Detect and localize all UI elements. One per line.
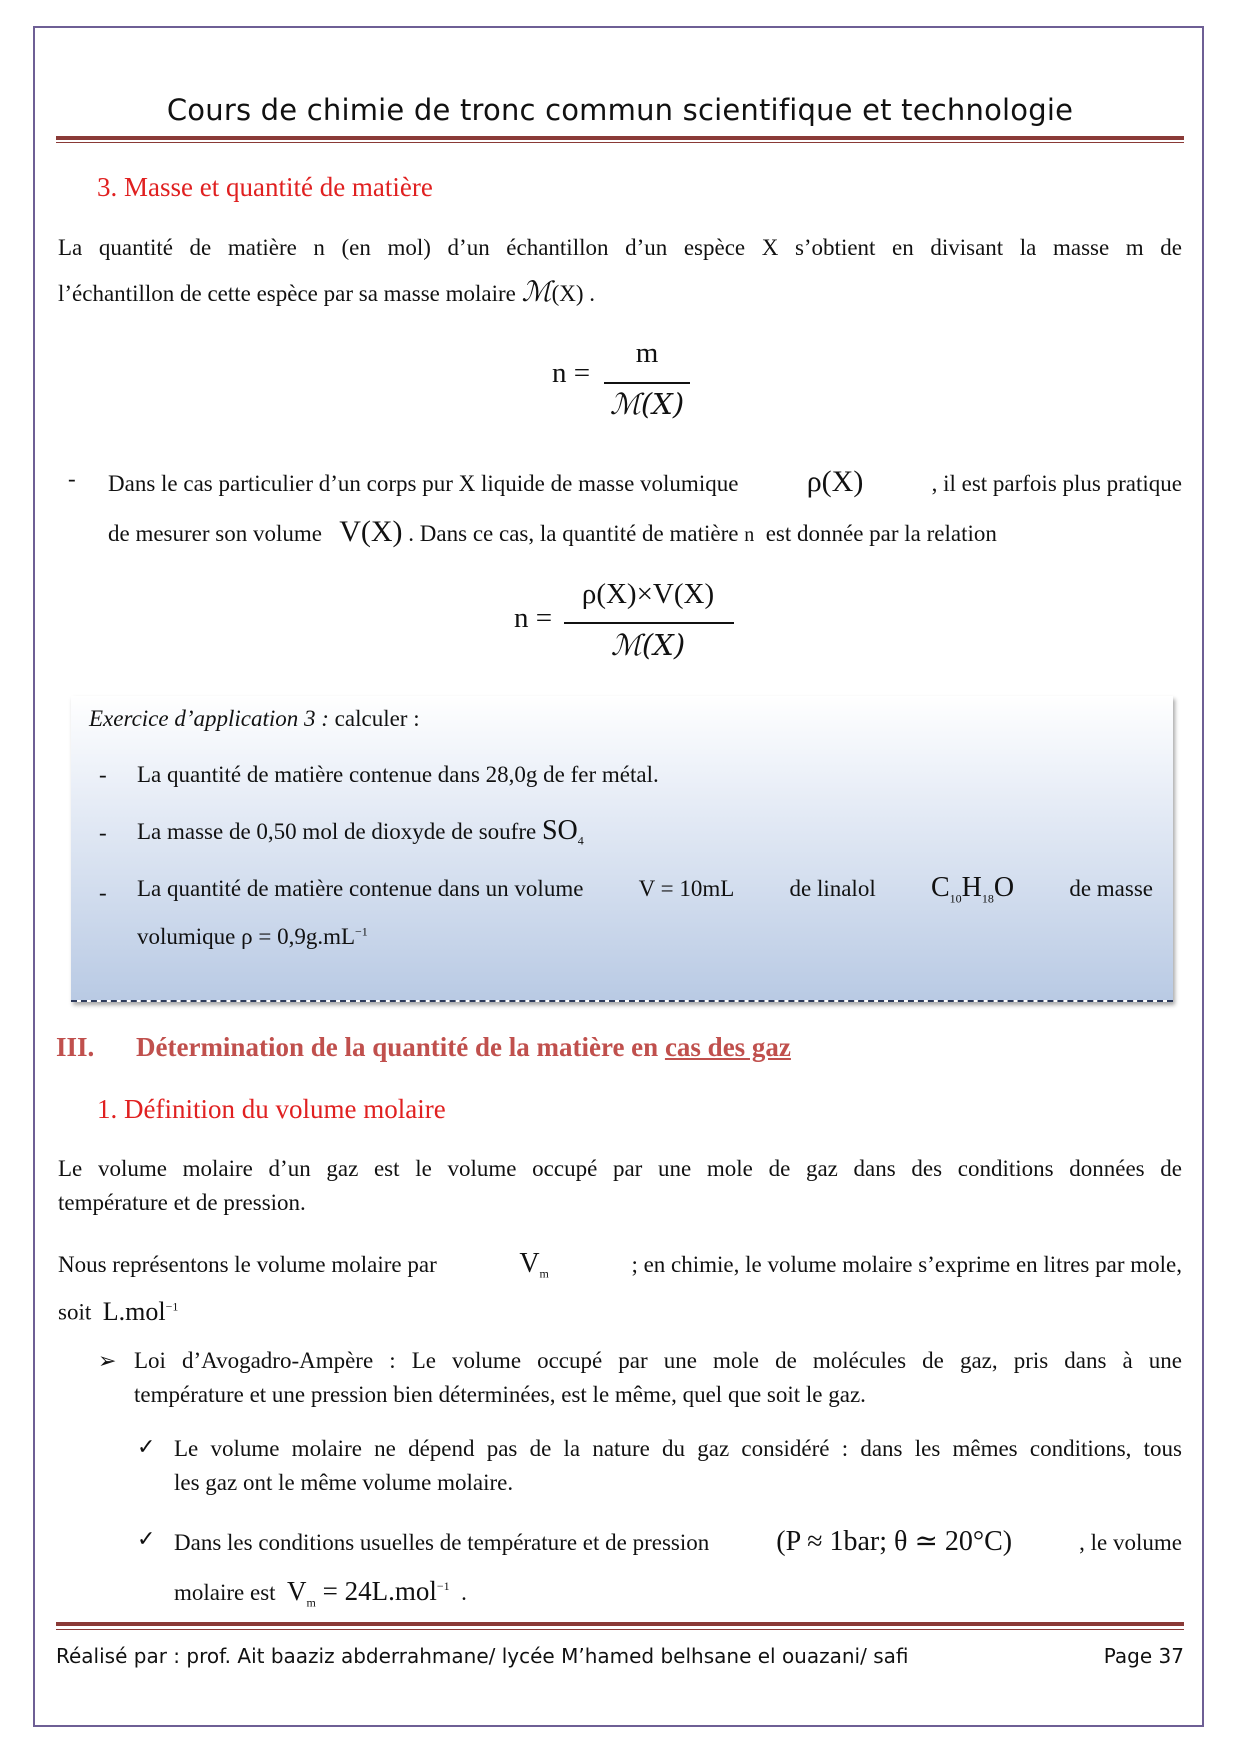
- v-x: V(X): [339, 515, 403, 548]
- usual-conditions: (P ≈ 1bar; θ ≃ 20°C): [776, 1526, 1013, 1557]
- formula-n-m-over-M: [552, 337, 692, 425]
- vm-v: V: [519, 1248, 540, 1279]
- vm-symbol: [519, 1244, 549, 1294]
- rho-value-sup: −1: [355, 924, 368, 939]
- so4-subscript: 4: [577, 833, 584, 848]
- exercise-item-1: La quantité de matière contenue dans 28,0g de fer métal.: [137, 762, 659, 787]
- check-icon: ✓: [137, 1434, 156, 1459]
- exercise-item-3-text-d: de masse: [1069, 876, 1153, 901]
- section-III-title-a: Détermination de la quantité de la matière en: [136, 1032, 665, 1062]
- definition-line-2: température et de pression.: [58, 1190, 306, 1215]
- section-1-title: 1. Définition du volume molaire: [97, 1094, 446, 1124]
- check-2-text-a: Dans les conditions usuelles de température et de pression: [174, 1530, 710, 1555]
- formula2-denominator: ℳ(X): [610, 628, 686, 662]
- page-footer: [56, 1644, 1184, 1668]
- so4-formula: SO: [541, 815, 578, 846]
- exercise-item-2: [137, 814, 584, 858]
- check-2-end: .: [461, 1580, 467, 1605]
- linalol-h: H: [961, 872, 982, 903]
- formula2-fraction-bar: [564, 622, 734, 624]
- check-1-line-1: Le volume molaire ne dépend pas de la nature du gaz considéré : dans les mêmes conditions, tous: [174, 1436, 1182, 1461]
- molar-mass-symbol: ℳ: [521, 275, 552, 308]
- footer-rule-thin: [56, 1629, 1184, 1630]
- bullet-line-2-text-a: de mesurer son volume: [108, 521, 322, 546]
- exercise-dash-2: -: [99, 820, 107, 845]
- exercise-dash-1: -: [99, 762, 107, 787]
- vm24-v: V: [287, 1576, 307, 1606]
- check-1-text: [174, 1432, 1182, 1500]
- exercise-item-3-volumique: volumique: [137, 924, 236, 949]
- vm-text-b: ; en chimie, le volume molaire s’exprime en litres par mole,: [631, 1252, 1182, 1277]
- vm-paragraph-line-1: [58, 1244, 1182, 1294]
- vm-text-a: Nous représentons le volume molaire par: [58, 1252, 437, 1277]
- vm-unit-sup: −1: [165, 1299, 179, 1313]
- definition-line-1: Le volume molaire d’un gaz est le volume occupé par une mole de gaz dans des conditions données de: [58, 1156, 1182, 1181]
- para-line-2: [58, 270, 1182, 314]
- bullet-line-2-text-b: . Dans ce cas, la quantité de matière: [408, 521, 739, 546]
- exercise-title-italic: Exercice d’application 3 :: [89, 706, 329, 731]
- bullet-line-2: [108, 510, 997, 557]
- molar-volume-definition: [58, 1152, 1182, 1220]
- section-3-title: 3. Masse et quantité de matière: [97, 172, 433, 202]
- rho-x: ρ(X): [806, 465, 864, 498]
- vm24-sub: m: [306, 1595, 316, 1610]
- exercise-box: [71, 696, 1173, 1002]
- exercise-title-rest: calculer :: [328, 706, 420, 731]
- check-2-line-2: [174, 1564, 467, 1624]
- vm-unit-text: L.mol: [102, 1296, 166, 1326]
- vm-24: [287, 1576, 450, 1610]
- rho-value-text: ρ = 0,9g.mL: [241, 924, 356, 949]
- formula1-lhs: n =: [552, 357, 591, 389]
- rho-value: [241, 924, 368, 949]
- check-2-text-b: , le volume: [1079, 1530, 1182, 1555]
- bullet-line-1-text-b: , il est parfois plus pratique: [931, 471, 1182, 496]
- footer-rule: [56, 1622, 1184, 1626]
- formula2-lhs: n =: [514, 602, 553, 634]
- exercise-item-3-line-2: [137, 924, 368, 950]
- bullet-line-2-text-c: est donnée par la relation: [765, 521, 997, 546]
- para-line-1: La quantité de matière n (en mol) d’un échantillon d’un espèce X s’obtient en divisant la masse m de: [58, 235, 1182, 260]
- linalol-formula: [931, 872, 1014, 907]
- formula1-fraction-bar: [604, 382, 690, 384]
- vm-unit: [103, 1297, 179, 1326]
- page-header: Cours de chimie de tronc commun scientifique et technologie: [166, 93, 1074, 127]
- section-III-number: III.: [56, 1032, 95, 1062]
- vm-paragraph-line-2: [58, 1286, 178, 1333]
- vm-soit: soit: [58, 1299, 92, 1325]
- para-line-2-text: l’échantillon de cette espèce par sa masse molaire: [58, 281, 516, 306]
- exercise-item-2-text: La masse de 0,50 mol de dioxyde de soufre: [137, 819, 537, 844]
- section-III-title-b: cas des gaz: [664, 1032, 791, 1062]
- law-line-1: Loi d’Avogadro-Ampère : Le volume occupé par une mole de molécules de gaz, pris dans à une: [134, 1348, 1182, 1373]
- exercise-title: [89, 706, 420, 732]
- bullet-dash-1: -: [68, 466, 76, 491]
- section-III-title: [136, 1032, 791, 1063]
- exercise-dash-3: -: [99, 880, 107, 905]
- check-2-line-1: [174, 1520, 1182, 1564]
- vm-sub: m: [539, 1266, 549, 1281]
- exercise-item-3-line-1: [137, 872, 1153, 912]
- check-2-molaire-est: molaire est: [174, 1580, 276, 1605]
- volume-10ml: V = 10mL: [638, 876, 735, 901]
- formula-n-rho-v-over-M: [514, 578, 734, 672]
- para-line-2-end: (X) .: [551, 281, 596, 306]
- header-rule: [56, 136, 1184, 140]
- vm24-value: = 24L.mol: [322, 1576, 437, 1606]
- exercise-item-3-text-a: La quantité de matière contenue dans un volume: [137, 876, 584, 901]
- avogadro-law: [134, 1344, 1182, 1412]
- check-icon: ✓: [137, 1526, 156, 1551]
- exercise-item-3-text-b: de linalol: [789, 876, 876, 901]
- law-line-2: température et une pression bien déterminées, est le même, quel que soit le gaz.: [134, 1382, 866, 1407]
- formula1-numerator: m: [635, 337, 659, 369]
- linalol-c: C: [930, 872, 950, 903]
- formula2-numerator: ρ(X)×V(X): [581, 578, 715, 610]
- page-number: Page 37: [1103, 1644, 1184, 1668]
- check-1-line-2: les gaz ont le même volume molaire.: [174, 1470, 514, 1495]
- header-rule-thin: [56, 142, 1184, 143]
- linalol-c-sub: 10: [949, 891, 962, 906]
- n-symbol: n: [744, 524, 755, 546]
- footer-author: Réalisé par : prof. Ait baaziz abderrahmane/ lycée M’hamed belhsane el ouazani/ safi: [56, 1644, 909, 1668]
- linalol-h-sub: 18: [981, 891, 994, 906]
- arrow-bullet-icon: ➢: [98, 1348, 117, 1373]
- bullet-line-1: [108, 460, 1182, 504]
- linalol-o: O: [993, 872, 1015, 903]
- formula1-denominator: ℳ(X): [609, 387, 685, 421]
- bullet-line-1-text-a: Dans le cas particulier d’un corps pur X liquide de masse volumique: [108, 471, 739, 496]
- section-3-paragraph: [58, 226, 1182, 314]
- vm24-sup: −1: [436, 1579, 450, 1593]
